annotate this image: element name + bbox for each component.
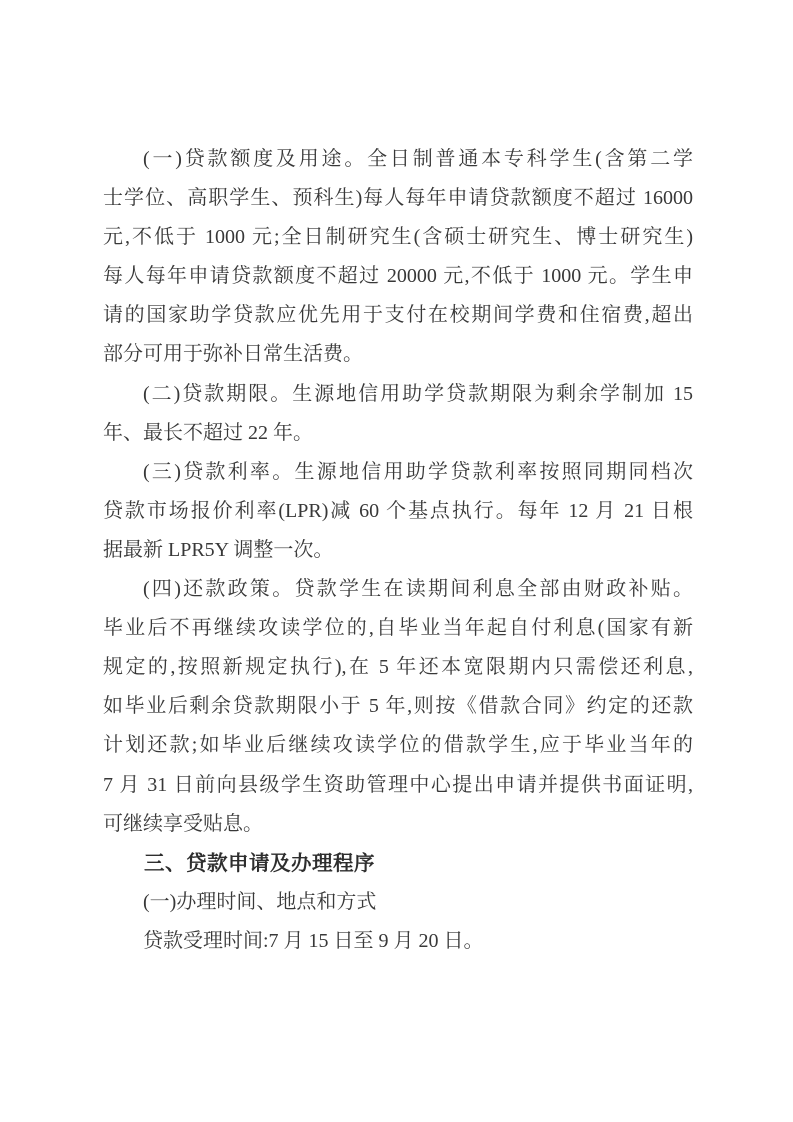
body-line: 毕业后不再继续攻读学位的,自毕业当年起自付利息(国家有新 — [103, 617, 693, 640]
paragraph-time-place-method — [103, 883, 693, 922]
body-line: 年、最长不超过 22 年。 — [103, 421, 313, 444]
body-line: 部分可用于弥补日常生活费。 — [103, 343, 363, 366]
body-line: 请的国家助学贷款应优先用于支付在校期间学费和住宿费,超出 — [103, 304, 693, 327]
section-heading: 三、贷款申请及办理程序 — [144, 851, 375, 875]
body-line: 如毕业后剩余贷款期限小于 5 年,则按《借款合同》约定的还款 — [103, 695, 693, 718]
body-line: (一)贷款额度及用途。全日制普通本专科学生(含第二学 — [143, 148, 693, 170]
body-line: 据最新 LPR5Y 调整一次。 — [103, 538, 334, 561]
body-line: 每人每年申请贷款额度不超过 20000 元,不低于 1000 元。学生申 — [103, 265, 693, 288]
body-line: (四)还款政策。贷款学生在读期间利息全部由财政补贴。 — [143, 578, 693, 601]
body-line: (二)贷款期限。生源地信用助学贷款期限为剩余学制加 15 — [143, 382, 693, 405]
document-body — [103, 140, 693, 961]
body-line: 可继续享受贴息。 — [103, 812, 263, 835]
body-line: 规定的,按照新规定执行),在 5 年还本宽限期内只需偿还利息, — [103, 656, 693, 679]
body-line: (三)贷款利率。生源地信用助学贷款利率按照同期同档次 — [143, 460, 693, 483]
paragraph-loan-amount — [103, 140, 693, 375]
body-line: 贷款市场报价利率(LPR)减 60 个基点执行。每年 12 月 21 日根 — [103, 499, 693, 522]
body-line: 元,不低于 1000 元;全日制研究生(含硕士研究生、博士研究生) — [103, 226, 693, 249]
paragraph-loan-rate — [103, 453, 693, 570]
body-line: 士学位、高职学生、预科生)每人每年申请贷款额度不超过 16000 — [103, 187, 693, 210]
paragraph-loan-term — [103, 375, 693, 453]
paragraph-acceptance-period — [103, 922, 693, 961]
body-line: (一)办理时间、地点和方式 — [143, 890, 377, 913]
body-line: 计划还款;如毕业后继续攻读学位的借款学生,应于毕业当年的 — [103, 734, 693, 757]
body-line: 7 月 31 日前向县级学生资助管理中心提出申请并提供书面证明, — [103, 773, 693, 796]
body-line: 贷款受理时间:7 月 15 日至 9 月 20 日。 — [143, 929, 484, 952]
paragraph-repayment-policy — [103, 570, 693, 844]
